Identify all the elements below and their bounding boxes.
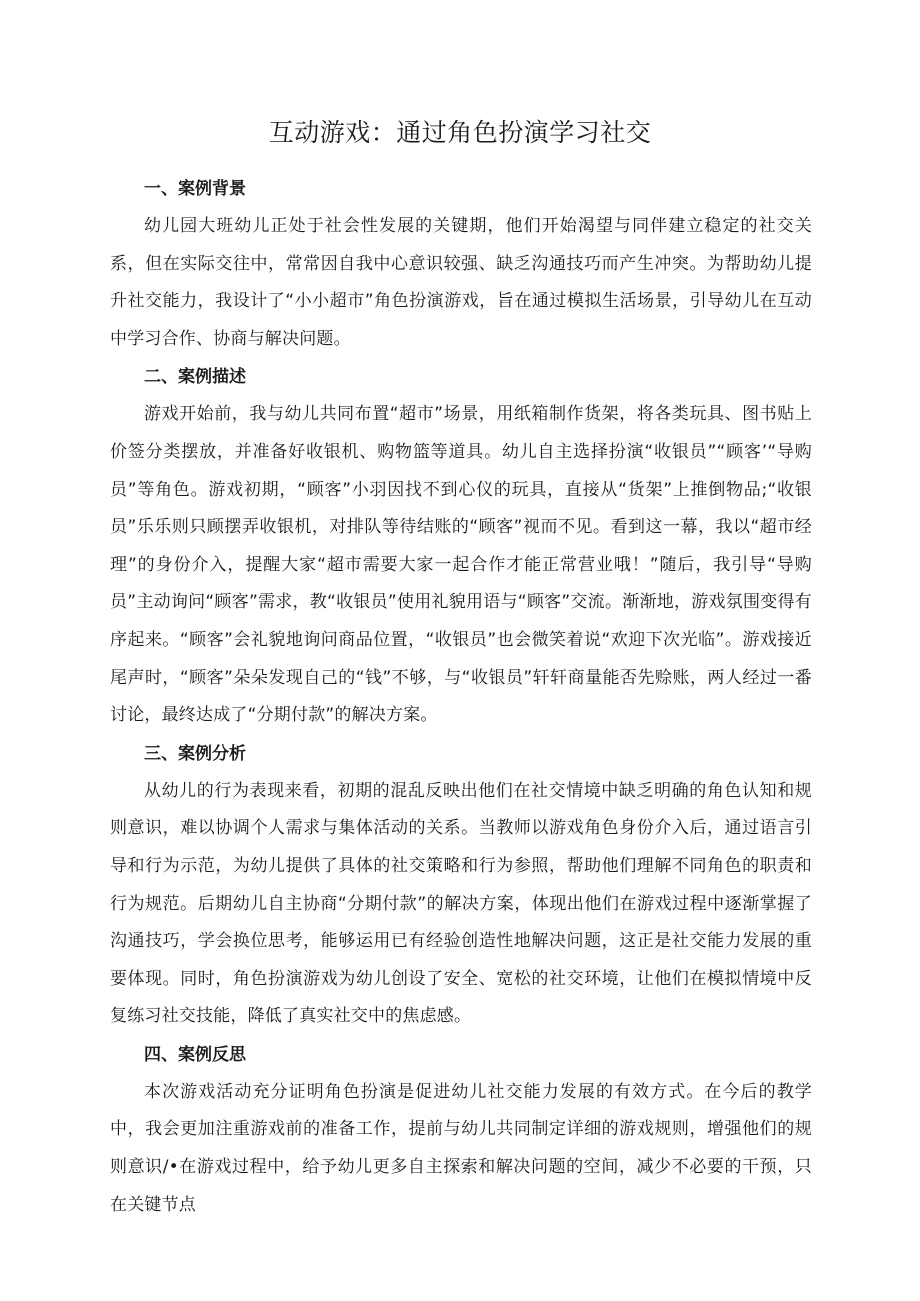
document-title: 互动游戏：通过角色扮演学习社交 [268, 118, 652, 147]
section-heading: 二、案例描述 [144, 367, 246, 388]
section-heading: 一、案例背景 [144, 179, 246, 199]
section-heading: 四、案例反思 [144, 1044, 246, 1065]
section-paragraph: 从幼儿的行为表现来看，初期的混乱反映出他们在社交情境中缺乏明确的角色认知和规则意识，难以协调个人需求与集体活动的关系。当教师以游戏角色身份介入后，通过语言引导和行为示范，为幼儿提供了具体的社交策略和行为参照，帮助他们理解不同角色的职责和行为规范。后期幼儿自主协商“分期付款”的解决方案，体现出他们在游戏过程中逐渐掌握了沟通技巧，学会换位思考，能够运用已有经验创造性地解决问题，这正是社交能力发展的重要体现。同时，角色扮演游戏为幼儿创设了安全、宽松的社交环境，让他们在模拟情境中反复练习社交技能，降低了真实社交中的焦虑感。 [110, 780, 812, 1027]
section-analysis [110, 735, 812, 1036]
section-background [110, 170, 812, 358]
section-reflection [110, 1036, 812, 1224]
section-paragraph: 游戏开始前，我与幼儿共同布置“超市”场景，用纸箱制作货架，将各类玩具、图书贴上价签分类摆放，并准备好收银机、购物篮等道具。幼儿自主选择扮演“收银员”“顾客’“导购员”等角色。游戏初期，“顾客”小羽因找不到心仪的玩具，直接从“货架”上推倒物品;“收银员”乐乐则只顾摆弄收银机，对排队等待结账的“顾客”视而不见。看到这一幕，我以“超市经理”的身份介入，提醒大家“超市需要大家一起合作才能正常营业哦！”随后，我引导“导购员”主动询问“顾客”需求，教“收银员”使用礼貌用语与“顾客”交流。渐渐地，游戏氛围变得有序起来。“顾客”会礼貌地询问商品位置，“收银员”也会微笑着说“欢迎下次光临”。游戏接近尾声时，“顾客”朵朵发现自己的“钱”不够，与“收银员”轩轩商量能否先赊账，两人经过一番讨论，最终达成了“分期付款”的解决方案。 [110, 404, 812, 726]
section-description [110, 358, 812, 734]
section-paragraph: 本次游戏活动充分证明角色扮演是促进幼儿社交能力发展的有效方式。在今后的教学中，我会更加注重游戏前的准备工作，提前与幼儿共同制定详细的游戏规则，增强他们的规则意识/•在游戏过程中，给予幼儿更多自主探索和解决问题的空间，减少不必要的干预，只在关键节点 [110, 1081, 812, 1215]
document-body [110, 170, 812, 1224]
section-paragraph: 幼儿园大班幼儿正处于社会性发展的关键期，他们开始渴望与同伴建立稳定的社交关系，但在实际交往中，常常因自我中心意识较强、缺乏沟通技巧而产生冲突。为帮助幼儿提升社交能力，我设计了“小小超市”角色扮演游戏，旨在通过模拟生活场景，引导幼儿在互动中学习合作、协商与解决问题。 [110, 216, 812, 349]
section-heading: 三、案例分析 [144, 743, 246, 764]
